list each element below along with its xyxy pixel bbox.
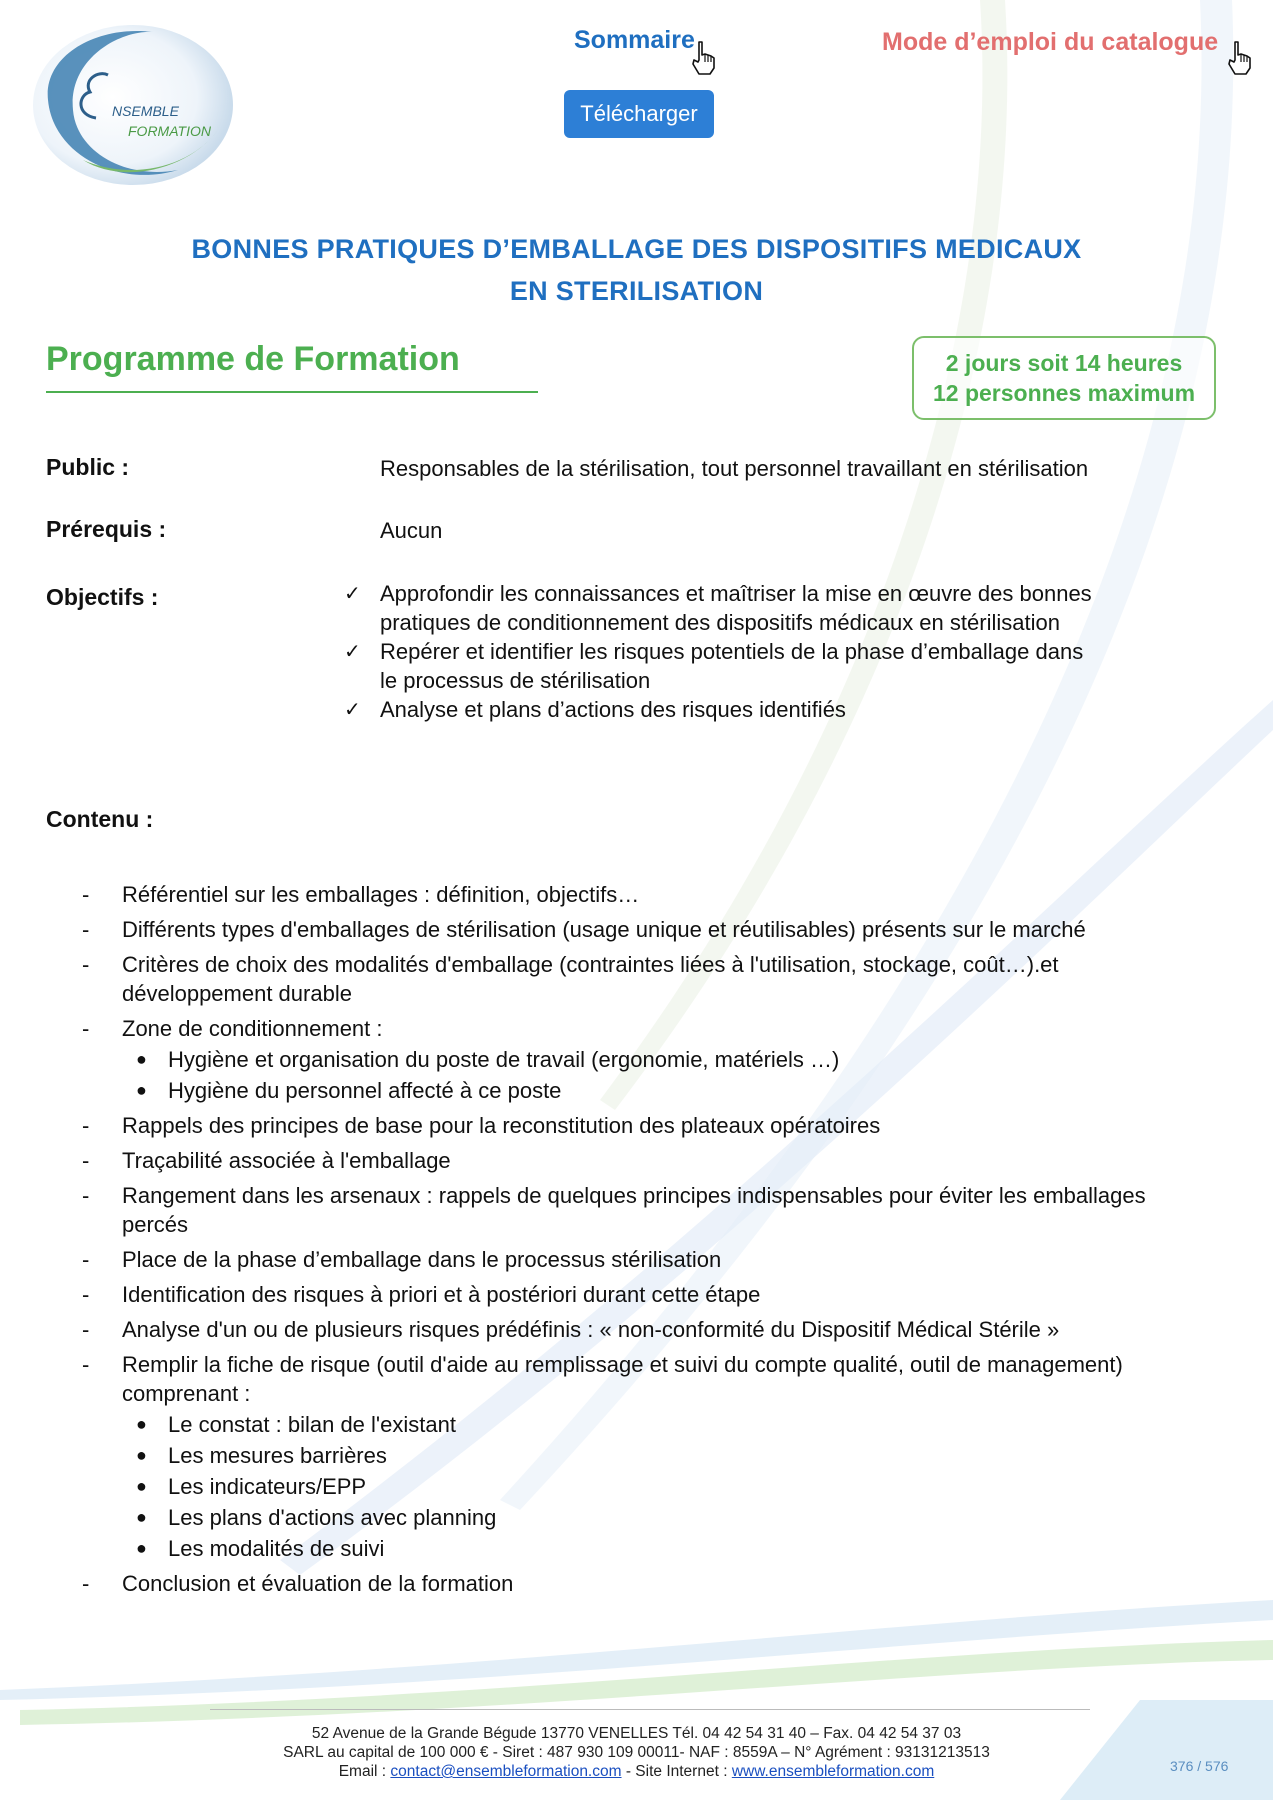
public-value: Responsables de la stérilisation, tout personnel travaillant en stérilisation [380,456,1089,481]
fiche-sub-list [122,1410,1210,1563]
checkmark-icon: ✓ [344,639,361,663]
checkmark-icon: ✓ [344,581,361,605]
footer-divider [210,1709,1090,1710]
list-item: - Place de la phase d’emballage dans le processus stérilisation [82,1247,722,1272]
capacity-text: 12 personnes maximum [932,380,1196,406]
footer-legal: SARL au capital de 100 000 € - Siret : 487 930 109 00011- NAF : 8559A – N° Agrément : 93131213513 [283,1744,990,1761]
duration-box [912,336,1216,420]
sub-list-item: ● Les mesures barrières [136,1443,387,1468]
public-label: Public : [46,454,130,480]
list-item: - Remplir la fiche de risque (outil d'aide au remplissage et suivi du compte qualité, outil de management) comprenant : ● Le constat : bilan de l'existant ● Les mesures barrières ● Les indicateurs/EPP ● Les plans d'actions avec planning ● Les modalités de suivi [80,1350,1210,1563]
page-number: 376 / 576 [1170,1758,1229,1774]
duration-text: 2 jours soit 14 heures [945,350,1183,376]
download-button[interactable]: Télécharger [564,90,714,138]
program-title: Programme de Formation [46,340,460,378]
list-item: - Identification des risques à priori et à postériori durant cette étape [82,1282,761,1307]
sommaire-link[interactable]: Sommaire [574,26,695,54]
checkmark-icon: ✓ [344,697,361,721]
zone-sub-list [122,1045,1210,1105]
contenu-label: Contenu : [46,806,154,832]
sub-list-item: ● Les modalités de suivi [136,1536,385,1561]
website-link[interactable]: www.ensembleformation.com [731,1763,935,1780]
list-item: - Analyse d'un ou de plusieurs risques prédéfinis : « non-conformité du Dispositif Médical Stérile » [82,1317,1060,1342]
list-item: - Rangement dans les arsenaux : rappels de quelques principes indispensables pour éviter les emballages percés [82,1183,1146,1237]
list-item: - Différents types d'emballages de stérilisation (usage unique et réutilisables) présents sur le marché [82,917,1086,942]
pointer-hand-icon [690,40,718,76]
title-line-1: BONNES PRATIQUES D’EMBALLAGE DES DISPOSITIFS MEDICAUX [191,234,1082,264]
program-title-underline [46,391,538,393]
sub-list-item: ● Le constat : bilan de l'existant [136,1412,456,1437]
list-item: - Rappels des principes de base pour la reconstitution des plateaux opératoires [82,1113,881,1138]
list-item: ✓ Repérer et identifier les risques potentiels de la phase d’emballage dans le processus de stérilisation [344,639,1084,693]
footer [0,1724,1273,1781]
ensemble-formation-logo [28,20,238,190]
svg-text:FORMATION: FORMATION [128,123,211,139]
prerequis-value: Aucun [380,518,443,543]
objectifs-label: Objectifs : [46,584,159,610]
footer-address: 52 Avenue de la Grande Bégude 13770 VENELLES Tél. 04 42 54 31 40 – Fax. 04 42 54 37 03 [311,1725,962,1742]
sub-list-item: ● Hygiène du personnel affecté à ce poste [136,1078,562,1103]
prerequis-label: Prérequis : [46,516,167,542]
list-item: - Traçabilité associée à l'emballage [82,1148,451,1173]
sub-list-item: ● Les plans d'actions avec planning [136,1505,497,1530]
sub-list-item: ● Hygiène et organisation du poste de travail (ergonomie, matériels …) [136,1047,840,1072]
list-item: - Référentiel sur les emballages : définition, objectifs… [82,882,640,907]
title-line-2: EN STERILISATION [509,276,764,306]
list-item: ✓ Approfondir les connaissances et maîtriser la mise en œuvre des bonnes pratiques de conditionnement des dispositifs médicaux en stérilisation [344,581,1092,635]
pointer-hand-icon [1226,40,1254,76]
objectifs-list [344,579,1104,724]
list-item: - Zone de conditionnement : ● Hygiène et organisation du poste de travail (ergonomie, matériels …) ● Hygiène du personnel affecté à ce poste [80,1014,1210,1105]
list-item: - Critères de choix des modalités d'emballage (contraintes liées à l'utilisation, stockage, coût…).et développement durable [82,952,1059,1006]
footer-contact: Email : contact@ensembleformation.com - Site Internet : www.ensembleformation.com [338,1763,935,1780]
email-link[interactable]: contact@ensembleformation.com [390,1763,622,1780]
document-title [0,228,1273,312]
list-item: ✓ Analyse et plans d’actions des risques identifiés [344,697,846,722]
svg-text:NSEMBLE: NSEMBLE [112,103,179,119]
mode-emploi-link[interactable]: Mode d’emploi du catalogue [882,28,1219,56]
list-item: - Conclusion et évaluation de la formation [82,1571,514,1596]
contenu-list [80,880,1210,1604]
sub-list-item: ● Les indicateurs/EPP [136,1474,367,1499]
